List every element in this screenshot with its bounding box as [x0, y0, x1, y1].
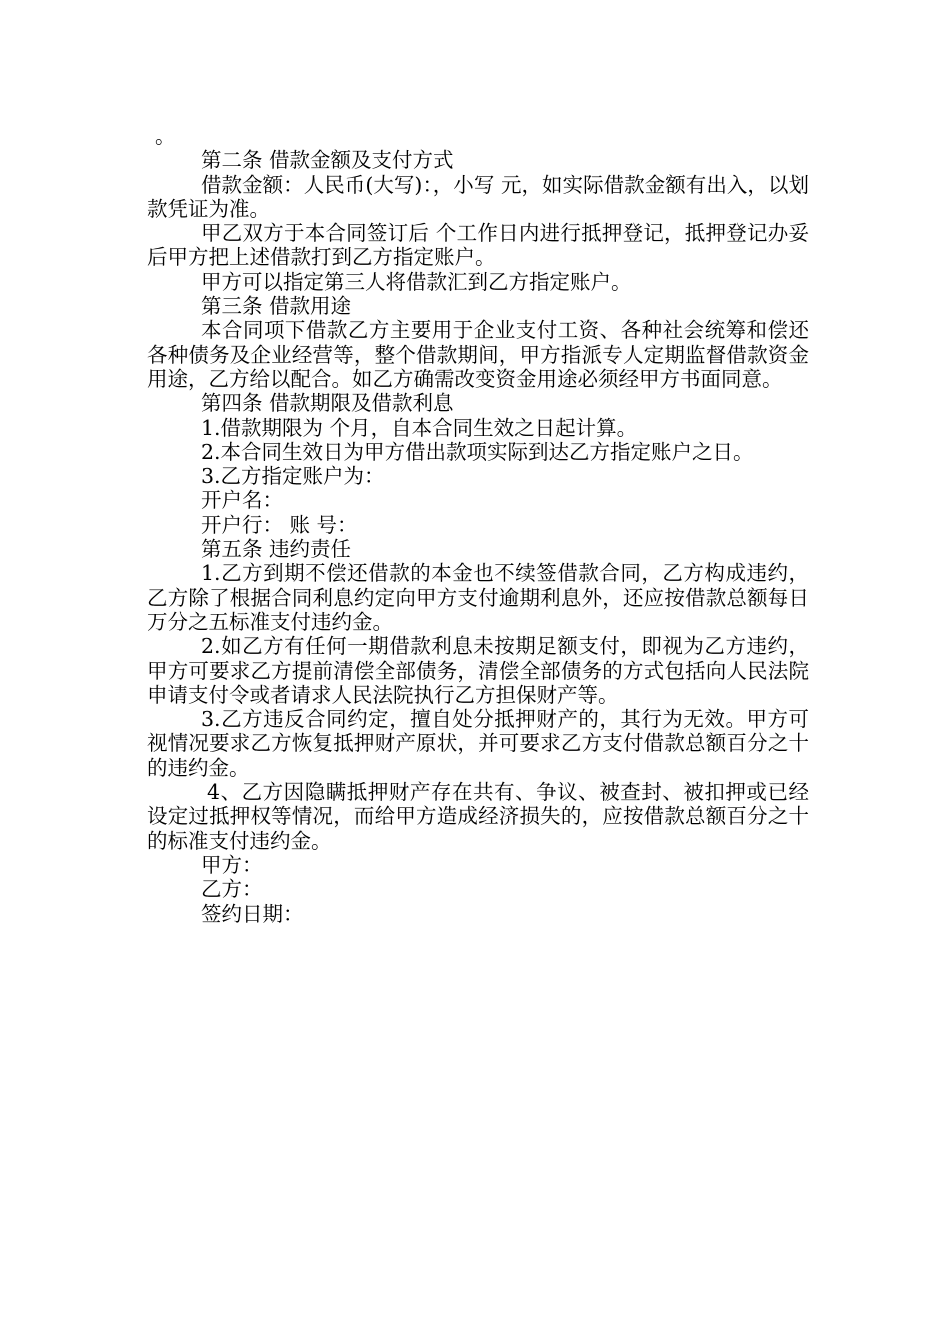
- account-name-field: 开户名：: [201, 488, 283, 513]
- article-5-heading: 第五条 违约责任: [201, 537, 352, 562]
- breach-item-1: 1.乙方到期不偿还借款的本金也不续签借款合同，乙方构成违约，乙方除了根据合同利息约定向甲方支付逾期利息外，还应按借款总额每日万分之五标准支付违约金。: [147, 561, 809, 634]
- loan-amount-paragraph: 借款金额：人民币(大写)：，小写 元，如实际借款金额有出入，以划款凭证为准。: [147, 172, 809, 221]
- third-party-remittance-paragraph: 甲方可以指定第三人将借款汇到乙方指定账户。: [201, 269, 632, 294]
- mortgage-registration-paragraph: 甲乙双方于本合同签订后 个工作日内进行抵押登记，抵押登记办妥后甲方把上述借款打到乙方指定账户。: [147, 221, 809, 270]
- designated-account-item: 3.乙方指定账户为：: [201, 464, 385, 489]
- signing-date-field: 签约日期：: [201, 901, 304, 926]
- breach-item-2: 2.如乙方有任何一期借款利息未按期足额支付，即视为乙方违约，甲方可要求乙方提前清偿全部债务，清偿全部债务的方式包括向人民法院申请支付令或者请求人民法院执行乙方担保财产等。: [147, 634, 809, 707]
- party-b-signature-field: 乙方：: [201, 877, 263, 902]
- article-2-heading: 第二条 借款金额及支付方式: [201, 148, 454, 173]
- loan-term-item: 1.借款期限为 个月，自本合同生效之日起计算。: [201, 415, 638, 440]
- leading-period: 。: [155, 124, 176, 148]
- loan-purpose-paragraph: 本合同项下借款乙方主要用于企业支付工资、各种社会统筹和偿还各种债务及企业经营等，整个借款期间，甲方指派专人定期监督借款资金用途，乙方给以配合。如乙方确需改变资金用途必须经甲方书面同意。: [147, 318, 809, 391]
- breach-item-3: 3.乙方违反合同约定，擅自处分抵押财产的，其行为无效。甲方可视情况要求乙方恢复抵押财产原状，并可要求乙方支付借款总额百分之十的违约金。: [147, 707, 809, 780]
- article-4-heading: 第四条 借款期限及借款利息: [201, 391, 454, 416]
- contract-page: [147, 124, 809, 926]
- breach-item-4: 4、乙方因隐瞒抵押财产存在共有、争议、被查封、被扣押或已经设定过抵押权等情况，而给甲方造成经济损失的，应按借款总额百分之十的标准支付违约金。: [147, 780, 809, 853]
- effective-date-item: 2.本合同生效日为甲方借出款项实际到达乙方指定账户之日。: [201, 439, 754, 464]
- article-3-heading: 第三条 借款用途: [201, 294, 352, 319]
- party-a-signature-field: 甲方：: [201, 852, 263, 877]
- bank-account-field: 开户行： 账 号：: [201, 512, 358, 537]
